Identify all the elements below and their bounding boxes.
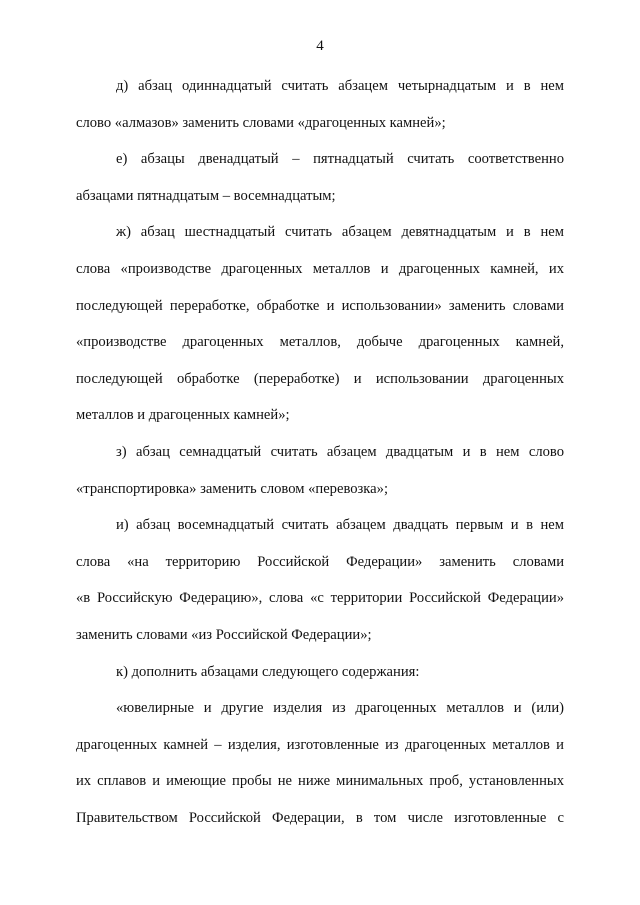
paragraph-line: «в Российскую Федерацию», слова «с территории Российской Федерации»	[76, 590, 564, 607]
page-number: 4	[316, 38, 324, 54]
paragraph-line: и) абзац восемнадцатый считать абзацем двадцать первым и в нем	[116, 517, 564, 534]
paragraph-line: ж) абзац шестнадцатый считать абзацем девятнадцатым и в нем	[116, 224, 564, 241]
paragraph-k	[76, 654, 564, 691]
paragraph-line: «транспортировка» заменить словом «перевозка»;	[76, 480, 389, 497]
paragraph-line: заменить словами «из Российской Федерации»;	[76, 626, 372, 643]
paragraph-quote	[76, 690, 564, 836]
paragraph-zh	[76, 214, 564, 434]
paragraph-line: металлов и драгоценных камней»;	[76, 407, 290, 424]
document-body	[76, 68, 564, 836]
paragraph-z	[76, 434, 564, 507]
paragraph-line: д) абзац одиннадцатый считать абзацем четырнадцатым и в нем	[116, 78, 564, 94]
paragraph-e	[76, 141, 564, 214]
paragraph-line: к) дополнить абзацами следующего содержания:	[116, 663, 420, 680]
paragraph-line: драгоценных камней – изделия, изготовленные из драгоценных металлов и	[76, 736, 564, 753]
paragraph-line: з) абзац семнадцатый считать абзацем двадцатым и в нем слово	[116, 443, 564, 460]
paragraph-line: слово «алмазов» заменить словами «драгоценных камней»;	[76, 114, 446, 131]
paragraph-line: слова «на территорию Российской Федерации» заменить словами	[76, 553, 564, 570]
paragraph-line: последующей обработке (переработке) и использовании драгоценных	[76, 370, 564, 387]
paragraph-line: абзацами пятнадцатым – восемнадцатым;	[76, 187, 336, 204]
paragraph-line: «производстве драгоценных металлов, добыче драгоценных камней,	[76, 334, 564, 351]
paragraph-i	[76, 507, 564, 653]
paragraph-line: «ювелирные и другие изделия из драгоценных металлов и (или)	[116, 700, 564, 717]
paragraph-line: их сплавов и имеющие пробы не ниже минимальных проб, установленных	[76, 773, 564, 790]
paragraph-line: е) абзацы двенадцатый – пятнадцатый считать соответственно	[116, 151, 564, 168]
paragraph-line: последующей переработке, обработке и использовании» заменить словами	[76, 297, 564, 314]
paragraph-d	[76, 68, 564, 141]
paragraph-line: Правительством Российской Федерации, в том числе изготовленные с	[76, 809, 564, 826]
paragraph-line: слова «производстве драгоценных металлов и драгоценных камней, их	[76, 260, 564, 277]
